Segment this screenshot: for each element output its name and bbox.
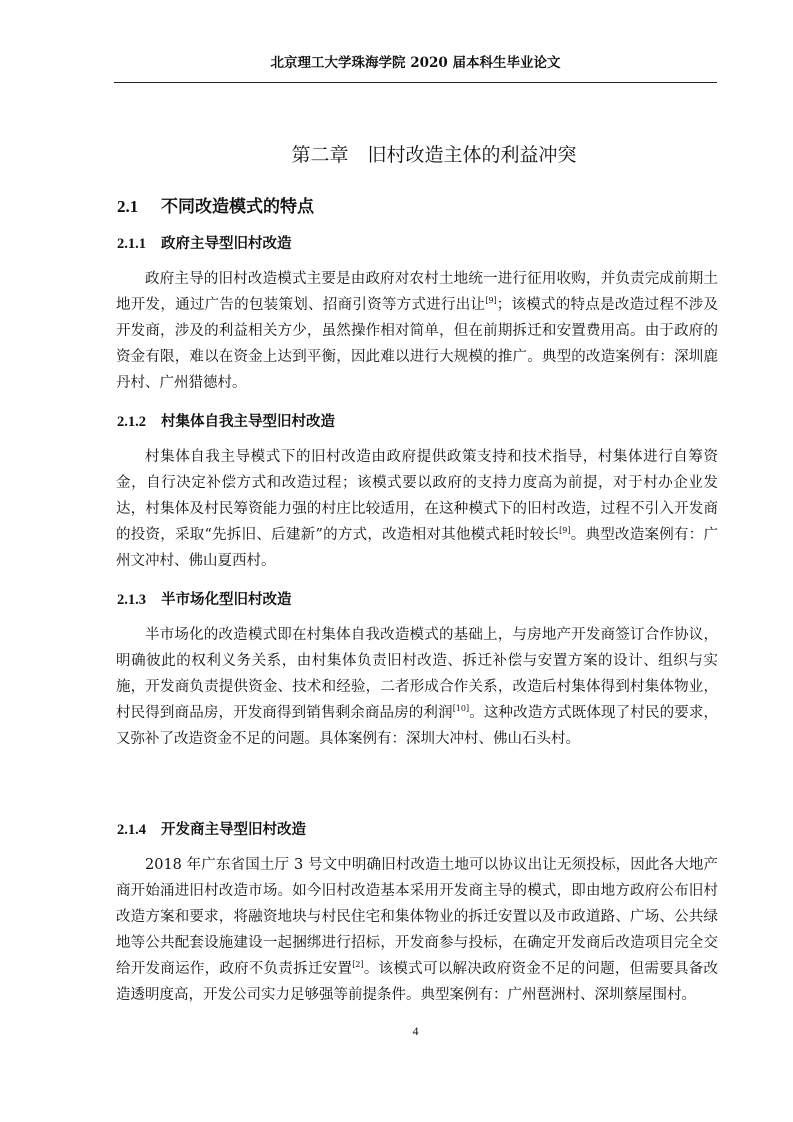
subsection-number: 2.1.2 xyxy=(117,414,146,430)
paragraph: 村集体自我主导模式下的旧村改造由政府提供政策支持和技术指导，村集体进行自筹资金，自行决定补偿方式和改造过程；该模式要以政府的支持力度高为前提，对于村办企业发达，村集体及村民筹资能力强的村庄比较适用，在这种模式下的旧村改造，过程不引入开发商的投资，采取“先拆旧、后建新”的方式，改造相对其他模式耗时较长[9]。典型改造案例有：广州文冲村、佛山夏西村。 xyxy=(116,449,719,569)
citation: [9] xyxy=(559,526,571,536)
subsection-title: 开发商主导型旧村改造 xyxy=(161,821,306,838)
paragraph: 政府主导的旧村改造模式主要是由政府对农村土地统一进行征用收购，并负责完成前期土地开发，通过广告的包装策划、招商引资等方式进行出让[9]；该模式的特点是改造过程不涉及开发商，涉及的利益相关方少，虽然操作相对简单，但在前期拆迁和安置费用高。由于政府的资金有限，难以在资金上达到平衡，因此难以进行大规模的推广。典型的改造案例有：深圳鹿丹村、广州猎德村。 xyxy=(116,271,719,391)
section-heading xyxy=(117,195,314,219)
paragraph: 2018 年广东省国土厅 3 号文中明确旧村改造土地可以协议出让无须投标，因此各大地产商开始涌进旧村改造市场。如今旧村改造基本采用开发商主导的模式，即由地方政府公布旧村改造方案和要求，将融资地块与村民住宅和集体物业的拆迁安置以及市政道路、广场、公共绿地等公共配套设施建设一起捆绑进行招标，开发商参与投标，在确定开发商后改造项目完全交给开发商运作，政府不负责拆迁安置[2]。该模式可以解决政府资金不足的问题，但需要具备改造透明度高，开发公司实力足够强等前提条件。典型案例有：广州琶洲村、深圳蔡屋围村。 xyxy=(116,857,719,1003)
subsection-title: 村集体自我主导型旧村改造 xyxy=(161,413,335,430)
page-number: 4 xyxy=(412,1024,419,1038)
subsection-heading xyxy=(117,590,292,610)
citation: [10] xyxy=(452,704,470,714)
chapter-title: 第二章 旧村改造主体的利益冲突 xyxy=(291,144,577,166)
subsection-number: 2.1.4 xyxy=(117,822,146,838)
subsection-heading xyxy=(117,820,306,840)
section-title: 不同改造模式的特点 xyxy=(161,197,314,217)
subsection-number: 2.1.1 xyxy=(117,236,146,252)
subsection-title: 政府主导型旧村改造 xyxy=(161,235,292,252)
section-number: 2.1 xyxy=(117,197,139,216)
subsection-heading xyxy=(117,234,292,254)
paragraph: 半市场化的改造模式即在村集体自我改造模式的基础上，与房地产开发商签订合作协议，明确彼此的权利义务关系，由村集体负责旧村改造、拆迁补偿与安置方案的设计、组织与实施，开发商负责提供资金、技术和经验，二者形成合作关系，改造后村集体得到村集体物业，村民得到商品房，开发商得到销售剩余商品房的利润[10]。这种改造方式既体现了村民的要求，又弥补了改造资金不足的问题。具体案例有：深圳大冲村、佛山石头村。 xyxy=(116,627,719,747)
subsection-title: 半市场化型旧村改造 xyxy=(161,591,292,608)
subsection-number: 2.1.3 xyxy=(117,592,146,608)
page-header: 北京理工大学珠海学院 2020 届本科生毕业论文 xyxy=(114,53,717,83)
citation: [2] xyxy=(352,960,364,970)
citation: [9] xyxy=(485,296,497,306)
subsection-heading xyxy=(117,412,335,432)
